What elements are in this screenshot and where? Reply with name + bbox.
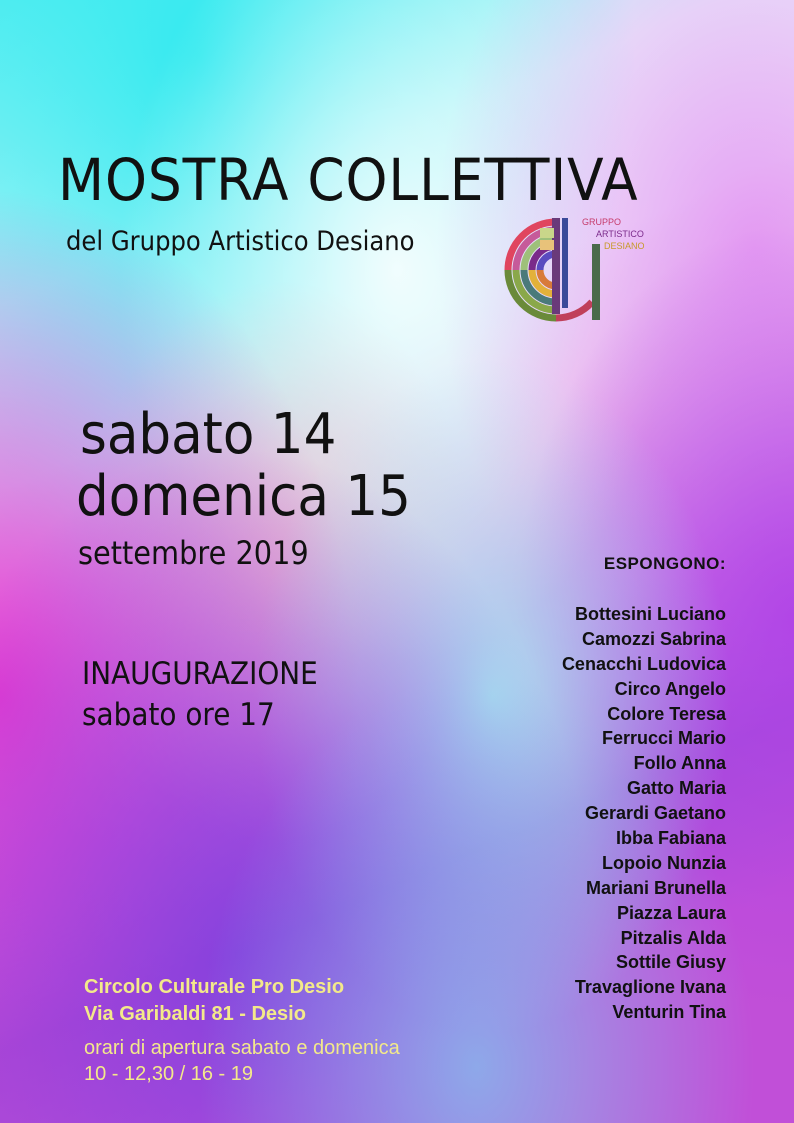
opening-time: sabato ore 17 [82,697,275,733]
poster-title: MOSTRA COLLETTIVA [58,146,639,214]
exhibitor-name: Travaglione Ivana [574,977,726,998]
exhibitor-name: Colore Teresa [607,703,726,724]
opening-label: INAUGURAZIONE [82,656,318,692]
date-sunday: domenica 15 [76,464,411,529]
exhibitor-name: Piazza Laura [616,902,726,923]
logo-wordmark [582,216,645,252]
exhibitor-name: Gerardi Gaetano [584,803,726,824]
poster-subtitle: del Gruppo Artistico Desiano [66,226,415,257]
exhibitors-list [562,602,726,1025]
exhibitor-name: Gatto Maria [626,778,726,799]
opening-hours-label: orari di apertura sabato e domenica [84,1037,400,1059]
exhibitor-name: Venturin Tina [612,1002,726,1023]
exhibitor-name: Bottesini Luciano [574,604,726,624]
date-saturday: sabato 14 [80,402,337,467]
exhibitor-name: Camozzi Sabrina [581,628,726,649]
exhibitor-name: Ferrucci Mario [601,728,726,749]
venue-name: Circolo Culturale Pro Desio [84,976,345,998]
exhibitor-name: Follo Anna [633,753,726,774]
venue-address: Via Garibaldi 81 - Desio [84,1003,306,1025]
exhibitor-name: Circo Angelo [614,678,726,699]
logo-text-gruppo: GRUPPO [582,217,622,227]
opening-hours: 10 - 12,30 / 16 - 19 [84,1063,254,1085]
exhibitor-name: Mariani Brunella [585,877,726,898]
exhibitor-name: Ibba Fabiana [615,828,726,849]
logo-text-artistico: ARTISTICO [596,229,644,239]
exhibitors-heading: ESPONGONO: [603,554,726,573]
date-month-year: settembre 2019 [78,534,309,572]
exhibitor-name: Cenacchi Ludovica [561,653,726,674]
logo-text-desiano: DESIANO [604,241,645,251]
exhibitor-name: Sottile Giusy [615,952,726,973]
exhibitor-name: Pitzalis Alda [620,927,726,948]
exhibitor-name: Lopoio Nunzia [602,852,726,873]
